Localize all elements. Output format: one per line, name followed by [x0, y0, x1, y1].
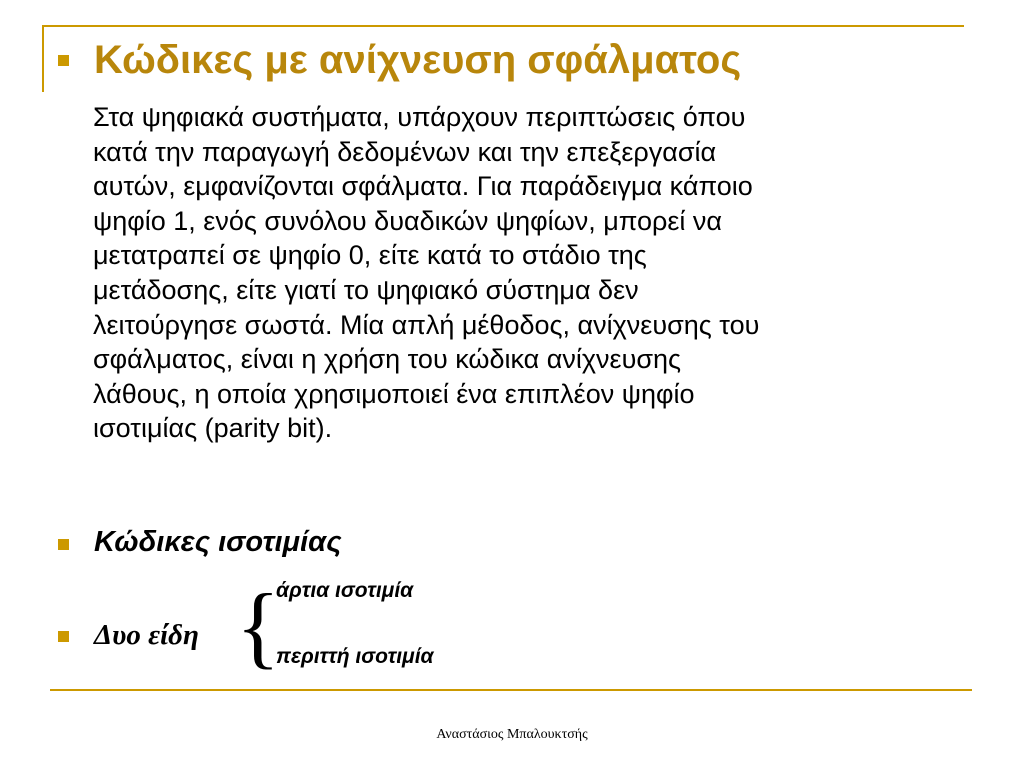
body-line: αυτών, εμφανίζονται σφάλματα. Για παράδειγμα κάποιο: [93, 171, 753, 202]
body-line: κατά την παραγωγή δεδομένων και την επεξεργασία: [93, 136, 717, 167]
body-line: σφάλματος, είναι η χρήση του κώδικα ανίχνευσης: [93, 344, 682, 375]
odd-parity-option: περιττή ισοτιμία: [276, 645, 434, 668]
body-line: Στα ψηφιακά συστήματα, υπάρχουν περιπτώσεις όπου: [93, 102, 746, 132]
body-line: λάθους, η οποία χρησιμοποιεί ένα επιπλέον ψηφίο: [93, 378, 695, 409]
curly-brace-icon: {: [236, 575, 281, 677]
left-divider: [42, 25, 44, 92]
bullet-square-icon: [58, 539, 69, 550]
body-line: λειτούργησε σωστά. Μία απλή μέθοδος, ανίχνευσης του: [93, 309, 760, 340]
two-kinds-label: Δυο είδη: [94, 619, 199, 651]
body-line: ψηφίο 1, ενός συνόλου δυαδικών ψηφίων, μπορεί να: [93, 205, 723, 236]
bullet-square-icon: [58, 631, 69, 642]
slide-title: Κώδικες με ανίχνευση σφάλματος: [94, 38, 742, 82]
footer-author: Αναστάσιος Μπαλουκτσής: [436, 727, 588, 742]
bullet-square-icon: [58, 55, 69, 66]
top-divider: [42, 25, 964, 27]
parity-codes-heading: Κώδικες ισοτιμίας: [94, 526, 342, 558]
even-parity-option: άρτια ισοτιμία: [276, 579, 414, 602]
body-line: μετατραπεί σε ψηφίο 0, είτε κατά το στάδιο της: [93, 240, 647, 271]
bottom-divider: [50, 689, 972, 691]
body-line: μετάδοσης, είτε γιατί το ψηφιακό σύστημα δεν: [93, 274, 639, 305]
body-line: ισοτιμίας (parity bit).: [93, 413, 333, 444]
body-paragraph: [92, 100, 952, 446]
